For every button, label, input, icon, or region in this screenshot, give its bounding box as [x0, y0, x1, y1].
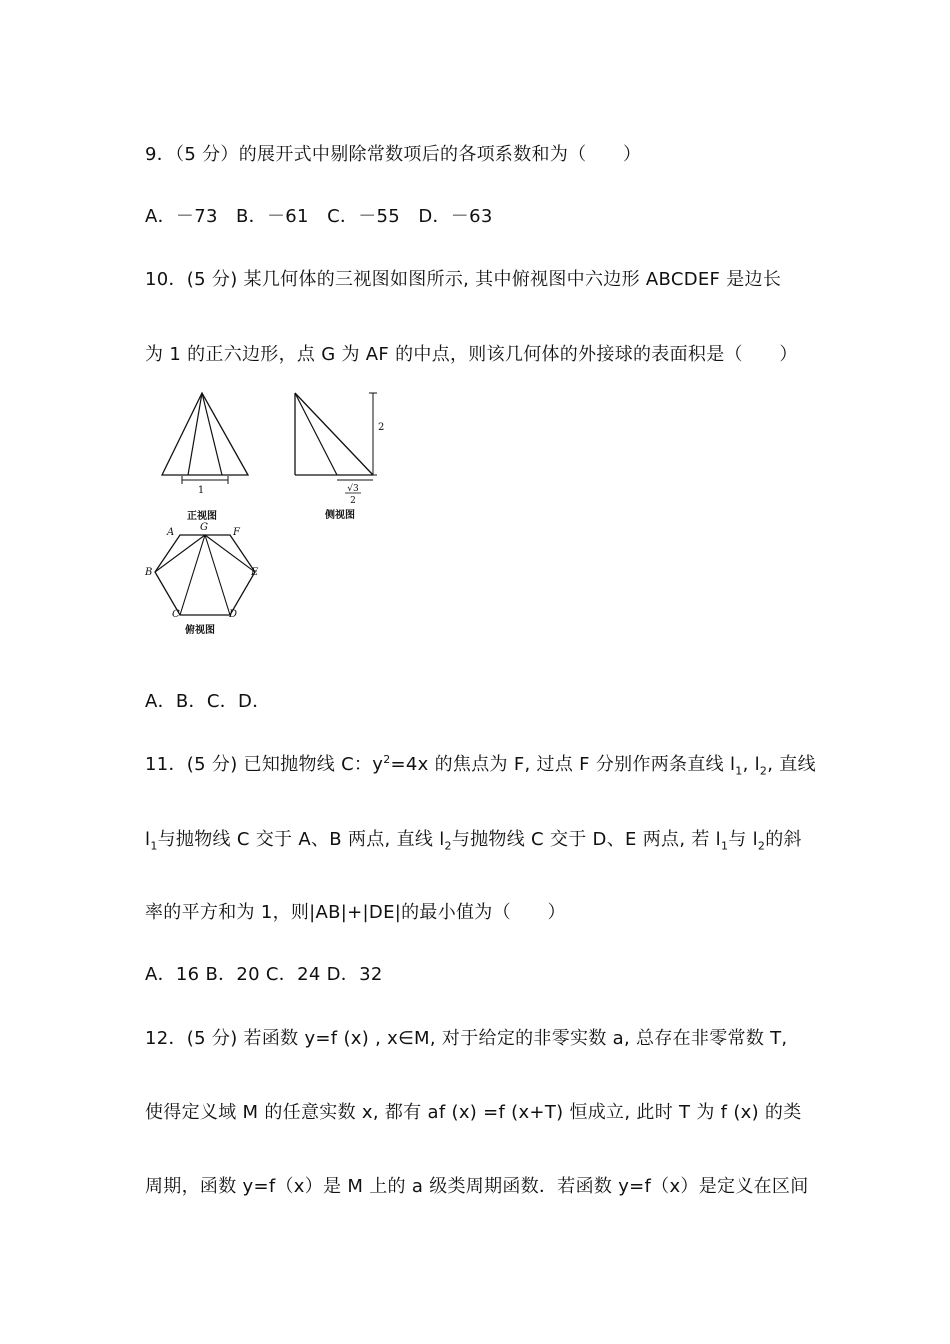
- q11-line2: [145, 825, 802, 853]
- q11-line3: 率的平方和为 1，则|AB|+|DE|的最小值为（ ）: [145, 902, 566, 923]
- q11-line1-a: 11．(5 分) 已知抛物线 C：y: [145, 754, 384, 775]
- top-view-figure: [140, 515, 270, 645]
- q11-line2-sub4: 2: [757, 839, 766, 853]
- q11-line1-sub2: 2: [759, 764, 768, 778]
- side-width-denominator: 2: [350, 496, 356, 506]
- q11-line2-d: 与 l: [728, 829, 758, 850]
- q10-options: A．B．C．D．: [145, 691, 271, 712]
- vertex-label-f: F: [233, 527, 240, 538]
- q9-options: A．－73 B．－61 C．－55 D．－63: [145, 206, 493, 227]
- q11-line2-a: l: [145, 829, 151, 850]
- q11-line1: [145, 750, 816, 778]
- q11-line1-sup: 2: [383, 753, 391, 766]
- side-width-numerator: √3: [347, 484, 359, 494]
- q11-line1-b: =4x 的焦点为 F, 过点 F 分别作两条直线 l: [390, 754, 736, 775]
- q9-stem: 9．（5 分）的展开式中剔除常数项后的各项系数和为（ ）: [145, 144, 642, 165]
- q11-line1-c: , l: [742, 754, 760, 775]
- front-view-figure: [150, 385, 260, 530]
- q12-line3: 周期，函数 y=f（x）是 M 上的 a 级类周期函数．若函数 y=f（x）是定义在区间: [145, 1176, 809, 1197]
- q11-line1-d: , 直线: [767, 754, 816, 775]
- front-width-label: 1: [197, 485, 205, 496]
- q10-stem-line2: 为 1 的正六边形，点 G 为 AF 的中点，则该几何体的外接球的表面积是（ ）: [145, 344, 798, 365]
- q11-line2-sub1: 1: [150, 839, 158, 853]
- q12-line2: 使得定义域 M 的任意实数 x, 都有 af (x) =f (x+T) 恒成立, 此时 T 为 f (x) 的类: [145, 1102, 802, 1123]
- vertex-label-c: C: [172, 609, 180, 620]
- vertex-label-d: D: [229, 609, 238, 620]
- side-view-label: 侧视图: [325, 510, 355, 521]
- front-view-label: 正视图: [187, 511, 217, 522]
- q11-options: A．16 B．20 C．24 D．32: [145, 964, 383, 985]
- vertex-label-b: B: [145, 567, 153, 578]
- vertex-label-a: A: [167, 527, 175, 538]
- vertex-label-g: G: [200, 522, 208, 533]
- q11-line2-b: 与抛物线 C 交于 A、B 两点, 直线 l: [157, 829, 445, 850]
- q11-line2-sub2: 2: [444, 839, 452, 853]
- q12-line1: 12．(5 分) 若函数 y=f (x) , x∈M, 对于给定的非零实数 a, 总存在非零常数 T,: [145, 1028, 788, 1049]
- q10-stem-line1: 10．(5 分) 某几何体的三视图如图所示, 其中俯视图中六边形 ABCDEF 是边长: [145, 269, 782, 290]
- q11-line2-c: 与抛物线 C 交于 D、E 两点, 若 l: [451, 829, 721, 850]
- vertex-label-e: E: [251, 567, 259, 578]
- q11-line2-sub3: 1: [720, 839, 729, 853]
- side-height-label: 2: [378, 422, 385, 433]
- side-view-figure: [285, 385, 395, 530]
- top-view-label: 俯视图: [185, 625, 215, 636]
- q11-line1-sub1: 1: [735, 764, 743, 778]
- q11-line2-e: 的斜: [765, 829, 802, 850]
